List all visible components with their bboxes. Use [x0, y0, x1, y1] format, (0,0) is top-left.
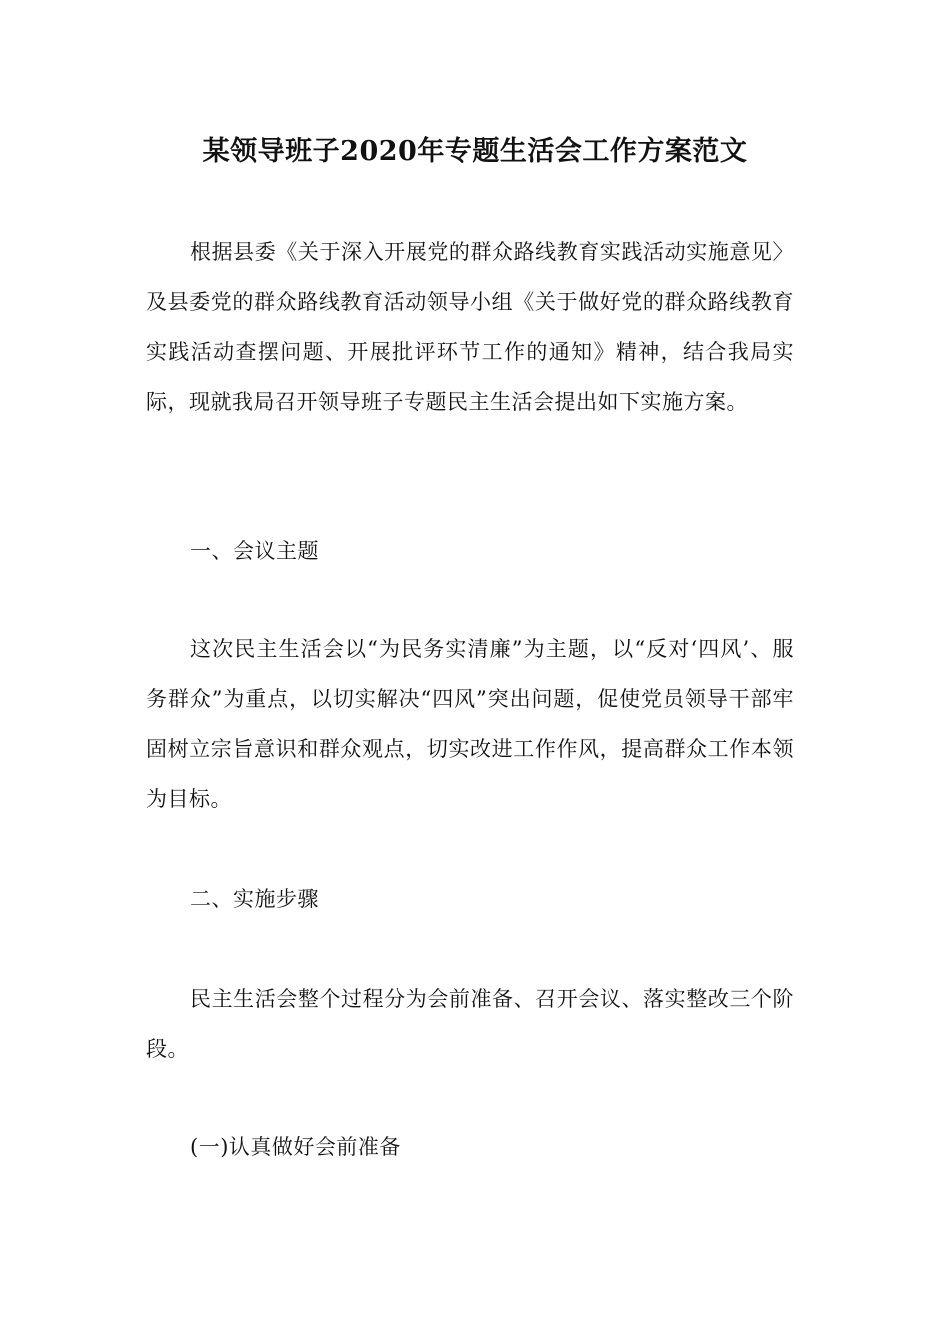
- implementation-steps-paragraph: 民主生活会整个过程分为会前准备、召开会议、落实整改三个阶段。: [146, 987, 794, 1061]
- meeting-theme-paragraph: 这次民主生活会以“为民务实清廉”为主题，以“反对‘四风’、服务群众”为重点，以切实解决“四风”突出问题，促使党员领导干部牢固树立宗旨意识和群众观点，切实改进工作作风，提高群众工作本领为目标。: [146, 637, 794, 811]
- intro-paragraph: 根据县委《关于深入开展党的群众路线教育实践活动实施意见〉及县委党的群众路线教育活动领导小组《关于做好党的群众路线教育实践活动查摆问题、开展批评环节工作的通知》精神，结合我局实际，现就我局召开领导班子专题民主生活会提出如下实施方案。: [146, 240, 794, 414]
- section-heading-meeting-theme: 一、会议主题: [190, 539, 319, 563]
- subsection-heading-preparation: (一)认真做好会前准备: [190, 1135, 401, 1159]
- document-title: 某领导班子2020年专题生活会工作方案范文: [202, 136, 748, 167]
- section-heading-implementation-steps: 二、实施步骤: [190, 887, 319, 911]
